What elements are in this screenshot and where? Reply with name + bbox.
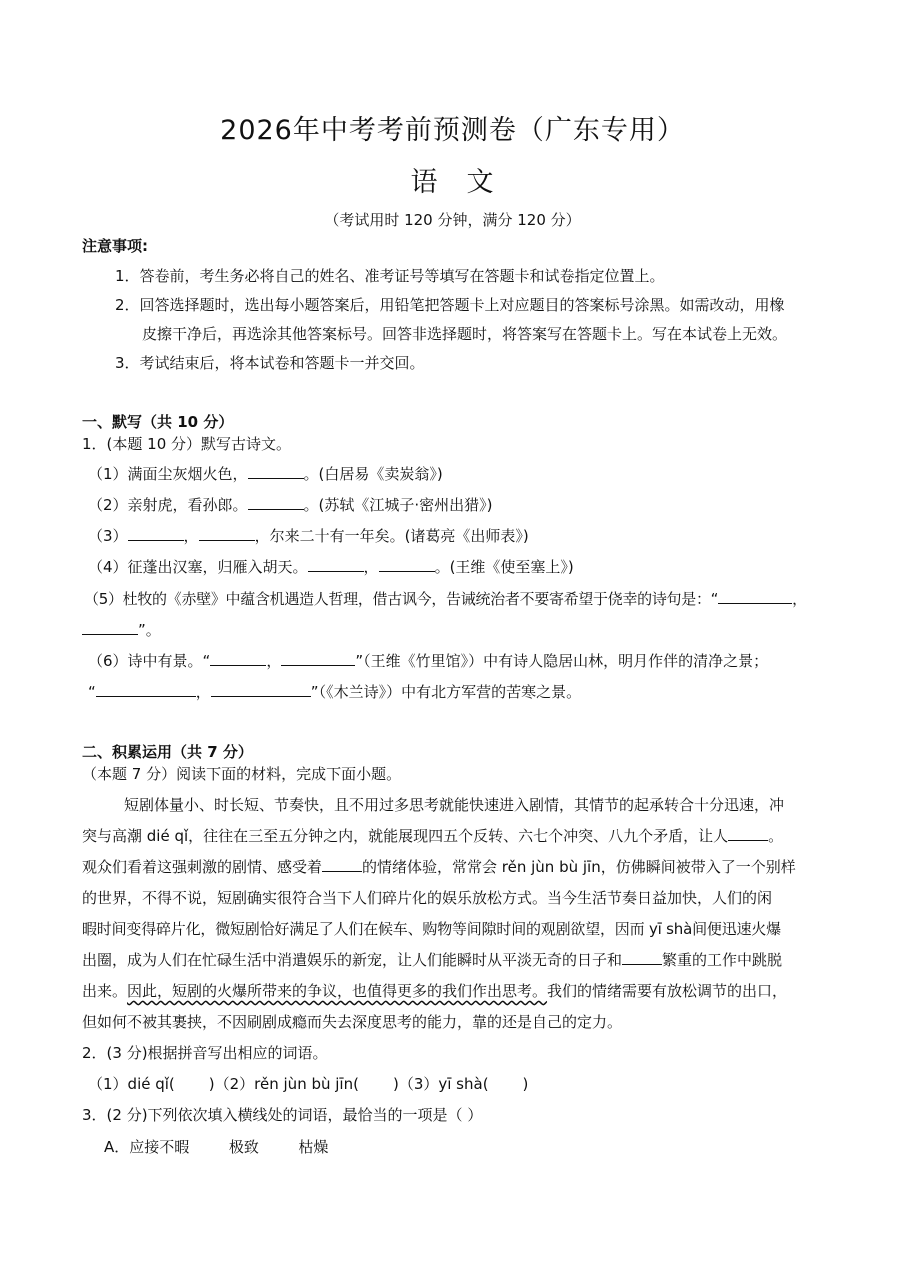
q2-item-end: ) [522,1075,529,1093]
answer-blank[interactable] [248,464,304,479]
q1-line-6-sep: ， [266,652,282,670]
q1-line-3-text: （3） [88,527,128,545]
question1-intro: 1．(本题 10 分）默写古诗文。 [82,435,292,453]
q2-item-2: )（2）rěn jùn bù jīn( [208,1075,359,1093]
section2-heading: 二、积累运用（共 7 分） [82,743,253,761]
q1-line-2-text: （2）亲射虎，看孙郎。 [88,496,248,514]
answer-blank[interactable] [379,557,435,572]
q1-line-3-sep: ， [183,527,199,545]
notice-item-2-cont: 皮擦干净后，再选涂其他答案标号。回答非选择题时，将答案写在答题卡上。写在本试卷上无效。 [142,325,788,343]
answer-blank[interactable] [308,557,364,572]
q1-line-5 [84,589,807,609]
q1-line-1-text: （1）满面尘灰烟火色， [88,465,248,483]
answer-blank[interactable] [210,651,266,666]
option-a-word-2: 极致 [228,1138,259,1156]
passage-line-3 [82,857,796,877]
q1-line-4-text: （4）征蓬出汉塞，归雁入胡天。 [88,558,308,576]
section1-heading: 一、默写（共 10 分） [82,413,234,431]
notice-heading: 注意事项: [82,237,148,255]
answer-blank[interactable] [622,950,662,965]
q1-line-5-cont [82,620,161,640]
q1-line-1 [88,464,443,484]
q1-line-6-text: （6）诗中有景。“ [88,652,211,670]
answer-blank[interactable] [96,682,196,697]
q1-line-7 [88,682,581,702]
q1-line-1-source: 。(白居易《卖炭翁》) [303,465,443,483]
q1-line-5-text: （5）杜牧的《赤壁》中蕴含机遇造人哲理，借古讽今，告诫统治者不要寄希望于侥幸的诗句是：“ [84,590,719,608]
q1-line-4-source: 。(王维《使至塞上》) [434,558,574,576]
q1-line-6 [88,651,768,671]
q2-item-1: （1）dié qǐ( [88,1075,175,1093]
underlined-sentence: 因此，短剧的火爆所带来的争议，也值得更多的我们作出思考。 [127,982,548,1000]
q1-line-3-source: ，尔来二十有一年矣。(诸葛亮《出师表》) [254,527,529,545]
answer-blank[interactable] [128,526,184,541]
passage-line-1: 短剧体量小、时长短、节奏快，且不用过多思考就能快速进入剧情，其情节的起承转合十分迅速，冲 [124,796,785,814]
q2-item-3: )（3）yī shà( [392,1075,489,1093]
passage-line-2-text: 突与高潮 dié qǐ，往往在三至五分钟之内，就能展现四五个反转、六七个冲突、八九个矛盾，让人 [82,827,729,845]
question2: 2．(3 分)根据拼音写出相应的词语。 [82,1044,328,1062]
option-a-word-1: A．应接不暇 [104,1138,190,1156]
answer-blank[interactable] [718,589,792,604]
section2-intro: （本题 7 分）阅读下面的材料，完成下面小题。 [82,765,402,783]
notice-item-3: 3．考试结束后，将本试卷和答题卡一并交回。 [115,354,425,372]
passage-line-2-end: 。 [768,827,784,845]
q1-line-7-source: ”（《木兰诗》）中有北方军营的苦寒之景。 [310,683,582,701]
q1-line-5-sep: ， [792,590,807,608]
answer-blank[interactable] [248,495,304,510]
answer-blank[interactable] [211,682,311,697]
passage-line-7 [82,981,787,1001]
answer-blank[interactable] [322,857,362,872]
notice-item-2: 2．回答选择题时，选出每小题答案后，用铅笔把答题卡上对应题目的答案标号涂黑。如需改动，用橡 [115,296,785,314]
passage-line-4: 的世界，不得不说，短剧确实很符合当下人们碎片化的娱乐放松方式。当今生活节奏日益加快，人们的闲 [82,889,773,907]
passage-line-8: 但如何不被其裹挟，不因刷剧成瘾而失去深度思考的能力，靠的还是自己的定力。 [82,1013,623,1031]
q1-line-7-sep: ， [195,683,211,701]
passage-line-3-rest: 的情绪体验，常常会 rěn jùn bù jīn，仿佛瞬间被带入了一个别样 [362,858,796,876]
answer-blank[interactable] [728,826,768,841]
notice-item-1: 1．答卷前，考生务必将自己的姓名、准考证号等填写在答题卡和试卷指定位置上。 [115,267,665,285]
question3: 3．(2 分)下列依次填入横线处的词语，最恰当的一项是（ ） [82,1106,483,1124]
exam-timing: （考试用时 120 分钟，满分 120 分） [324,211,581,229]
answer-blank[interactable] [199,526,255,541]
option-a-word-3: 枯燥 [298,1138,329,1156]
q1-line-3 [88,526,529,546]
exam-title: 2026年中考考前预测卷（广东专用） [220,115,685,146]
q1-line-7-open: “ [88,683,96,701]
q1-line-2 [88,495,493,515]
passage-line-3-text: 观众们看着这强刺激的剧情、感受着 [82,858,323,876]
question2-items [88,1074,528,1094]
q1-line-4-sep: ， [363,558,379,576]
q1-line-5-end: ”。 [138,621,161,639]
passage-line-2 [82,826,783,846]
passage-line-6-text: 出圈，成为人们在忙碌生活中消遣娱乐的新宠，让人们能瞬时从平淡无奇的日子和 [82,951,623,969]
option-a[interactable] [104,1137,328,1157]
subject-title [0,160,905,199]
subject-char-1: 语 [410,167,439,198]
q1-line-2-source: 。(苏轼《江城子·密州出猎》) [303,496,493,514]
q1-line-6-source: ”（王维《竹里馆》）中有诗人隐居山林，明月作伴的清净之景； [355,652,769,670]
passage-line-5: 暇时间变得碎片化，微短剧恰好满足了人们在候车、购物等间隙时间的观剧欲望，因而 yī shà间便迅速火爆 [82,920,781,938]
passage-line-7-start: 出来。 [82,982,128,1000]
q1-line-4 [88,557,574,577]
subject-char-2: 文 [466,167,495,198]
passage-line-6-rest: 繁重的工作中跳脱 [662,951,783,969]
answer-blank[interactable] [82,620,138,635]
passage-line-7-rest: 我们的情绪需要有放松调节的出口， [547,982,788,1000]
answer-blank[interactable] [281,651,355,666]
passage-line-6 [82,950,782,970]
